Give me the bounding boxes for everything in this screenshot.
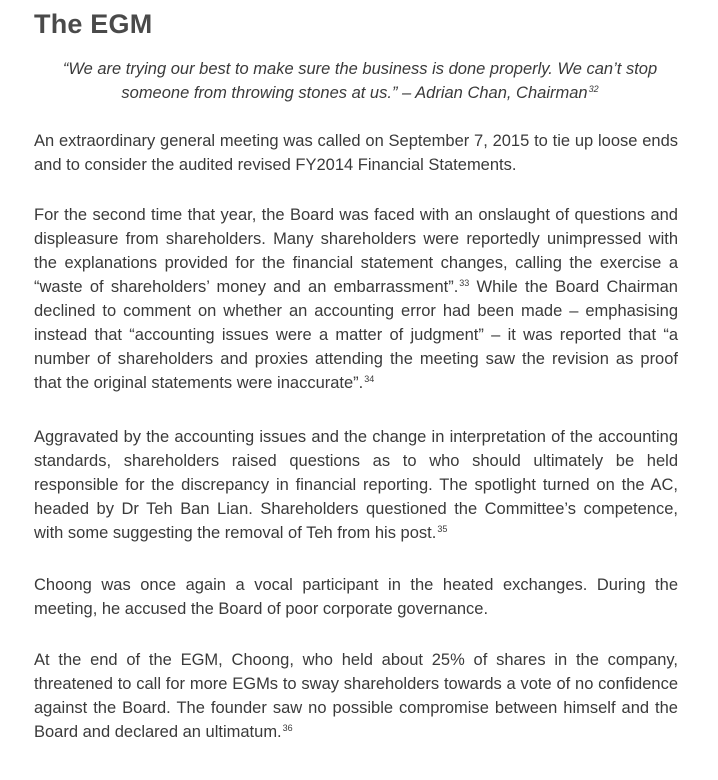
paragraph-text: Aggravated by the accounting issues and the change in interpretation of the accounting standards, shareholders raised questions as to who should ultimately be held responsible for the discrepancy in financial reporting. The spotlight turned on the AC, headed by Dr Teh Ban Lian. Shareholders questioned the Committee’s competence, with some suggesting the removal of Teh from his post. xyxy=(34,428,678,542)
paragraph xyxy=(34,425,678,545)
footnote-ref: 32 xyxy=(588,84,599,94)
paragraph xyxy=(34,203,678,395)
paragraph-text: At the end of the EGM, Choong, who held about 25% of shares in the company, threatened to call for more EGMs to sway shareholders towards a vote of no confidence against the Board. The founder saw no possible compromise between himself and the Board and declared an ultimatum. xyxy=(34,651,678,741)
footnote-ref: 35 xyxy=(437,524,448,534)
paragraph xyxy=(34,648,678,744)
paragraph xyxy=(34,573,678,621)
paragraph-text: While the Board Chairman declined to comment on whether an accounting error had been made – emphasising instead that “accounting issues were a matter of judgment” – it was reported that “a number of shareholders and proxies attending the meeting saw the revision as proof that the original statements were inaccurate”. xyxy=(34,278,678,392)
epigraph-quote xyxy=(40,57,680,105)
paragraph-text: Choong was once again a vocal participant in the heated exchanges. During the meeting, he accused the Board of poor corporate governance. xyxy=(34,576,678,618)
footnote-ref: 33 xyxy=(459,278,470,288)
paragraph xyxy=(34,129,678,177)
footnote-ref: 34 xyxy=(364,374,375,384)
paragraph-text: For the second time that year, the Board was faced with an onslaught of questions and displeasure from shareholders. Many shareholders were reportedly unimpressed with the explanations provided for the financial statement changes, calling the exercise a “waste of shareholders’ money and an embarrassment”. xyxy=(34,206,678,296)
section-heading: The EGM xyxy=(34,9,153,39)
footnote-ref: 36 xyxy=(282,723,293,733)
quote-text: “We are trying our best to make sure the business is done properly. We can’t stop someone from throwing stones at us.” – Adrian Chan, Chairman xyxy=(62,60,658,102)
paragraph-text: An extraordinary general meeting was called on September 7, 2015 to tie up loose ends and to consider the audited revised FY2014 Financial Statements. xyxy=(34,132,678,174)
